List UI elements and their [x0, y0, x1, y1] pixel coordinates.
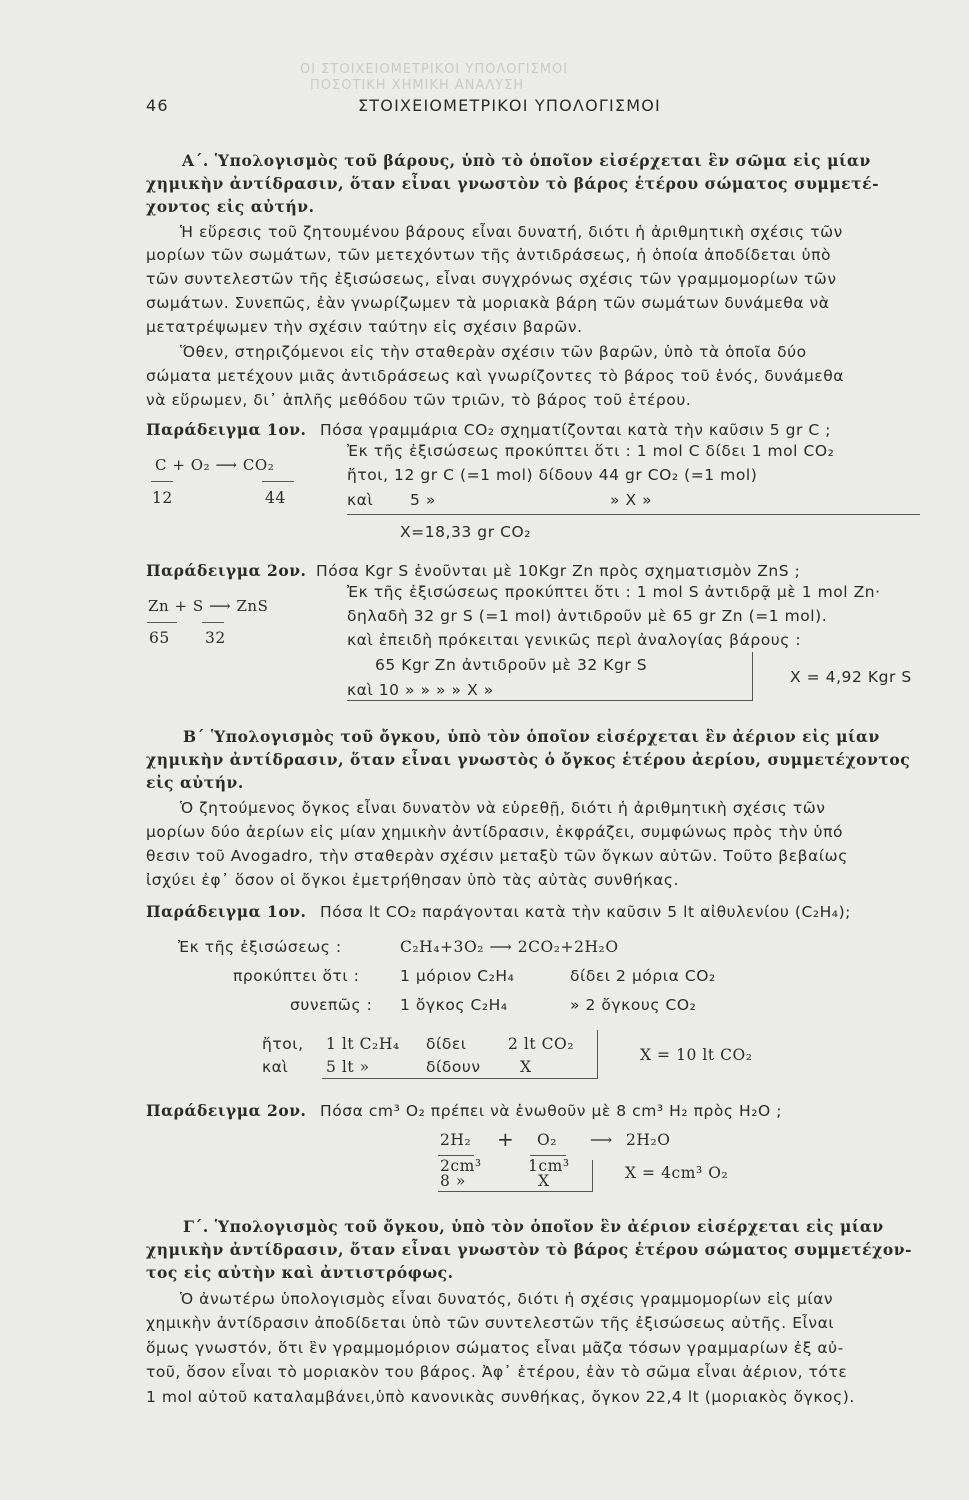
plus-sign: + [497, 1127, 515, 1151]
derivation-value: δίδει 2 μόρια CO₂ [570, 967, 716, 985]
example-question: Πόσα lt CO₂ παράγονται κατὰ τὴν καῦσιν 5 lt αἰθυλενίου (C₂H₄); [320, 903, 851, 921]
result-rule [347, 514, 920, 515]
example-line: Ἐκ τῆς ἐξισώσεως προκύπτει ὅτι : 1 mol S ἀντιδρᾷ μὲ 1 mol Zn· [347, 583, 881, 601]
paragraph-line: Ἡ εὕρεσις τοῦ ζητουμένου βάρους εἶναι δυνατή, διότι ἡ ἀριθμητικὴ σχέσις τῶν [180, 223, 843, 241]
derivation-value: 5 lt » [326, 1058, 370, 1076]
example-question: Πόσα Kgr S ἑνοῦνται μὲ 10Kgr Zn πρὸς σχηματισμὸν ZnS ; [316, 562, 801, 580]
proportion-bar [597, 1030, 598, 1079]
paragraph-line: Ὁ ἀνωτέρω ὑπολογισμὸς εἶναι δυνατός, διότι ἡ σχέσις γραμμομορίων εἰς μίαν [180, 1290, 834, 1308]
reaction-term: O₂ [537, 1131, 558, 1149]
proportion-rule [347, 700, 752, 701]
derivation-key: καὶ [262, 1058, 289, 1076]
example-label: Παράδειγμα 2ον. [146, 1101, 307, 1120]
example-line: » X » [610, 491, 653, 509]
derivation-key: ἤτοι, [262, 1035, 304, 1053]
result: X=18,33 gr CO₂ [400, 523, 531, 541]
ratio-value: 2cm³ [440, 1157, 482, 1175]
paragraph-line: σωμάτων. Συνεπῶς, ἐὰν γνωρίζωμεν τὰ μοριακὰ βάρη τῶν σωμάτων δυνάμεθα νὰ [146, 294, 830, 312]
proportion-bar [592, 1160, 593, 1192]
running-title: ΣΤΟΙΧΕΙΟΜΕΤΡΙΚΟΙ ΥΠΟΛΟΓΙΣΜΟΙ [358, 96, 661, 115]
ratio-value: 1cm³ [528, 1157, 570, 1175]
derivation-value: δίδουν [426, 1058, 481, 1076]
derivation-value: 1 lt C₂H₄ [326, 1035, 400, 1053]
equation-underline [147, 622, 177, 623]
paragraph-line: μετατρέψωμεν τὴν σχέσιν ταύτην εἰς σχέσιν βαρῶν. [146, 318, 583, 336]
reaction-term: 2H₂ [440, 1131, 472, 1149]
derivation-value: δίδει [426, 1035, 467, 1053]
derivation-value: 1 μόριον C₂H₄ [400, 967, 515, 985]
derivation-key: Ἐκ τῆς ἐξισώσεως : [178, 938, 342, 956]
result: X = 10 lt CO₂ [640, 1046, 753, 1064]
proportion-rule [438, 1191, 592, 1192]
section-b-heading: Β΄ Ὑπολογισμὸς τοῦ ὄγκου, ὑπὸ τὸν ὁποῖον εἰσέρχεται ἓν ἀέριον εἰς μίαν [183, 727, 880, 746]
equation-underline [262, 481, 294, 482]
paragraph-line: μορίων τῶν σωμάτων, τῶν μετεχόντων τῆς ἀντιδράσεως, ἡ ὁποία ἀποδίδεται ὑπὸ [146, 246, 832, 264]
molar-mass: 32 [205, 629, 226, 647]
result: X = 4cm³ O₂ [625, 1164, 729, 1182]
proportion-bar [752, 652, 753, 701]
example-line: 5 » [410, 491, 436, 509]
section-a-heading: χοντος εἰς αὐτήν. [146, 197, 315, 216]
paragraph-line: νὰ εὕρωμεν, δι᾿ ἁπλῆς μεθόδου τῶν τριῶν, τὸ βάρος τοῦ ἑτέρου. [146, 391, 692, 409]
paragraph-line: Ὅθεν, στηριζόμενοι εἰς τὴν σταθερὰν σχέσιν τῶν βαρῶν, ὑπὸ τὰ ὁποῖα δύο [180, 343, 807, 361]
paragraph-line: θεσιν τοῦ Avogadro, τὴν σταθερὰν σχέσιν μεταξὺ τῶν ὄγκων αὐτῶν. Τοῦτο βεβαίως [146, 847, 848, 865]
example-line: 65 Kgr Zn ἀντιδροῦν μὲ 32 Kgr S [375, 656, 648, 674]
equation-underline [151, 481, 173, 482]
derivation-value: 1 ὄγκος C₂H₄ [400, 996, 508, 1014]
proportion-rule [322, 1078, 597, 1079]
paragraph-line: τοῦ, ὅσον εἶναι τὸ μοριακὸν του βάρος. Ἀφ᾿ ἑτέρου, ἐὰν τὸ σῶμα εἶναι ἀέριον, τότε [146, 1363, 848, 1381]
paragraph-line: μορίων δύο ἀερίων εἰς μίαν χημικὴν ἀντίδρασιν, ἐκφράζει, συμφώνως πρὸς τὴν ὑπό [146, 823, 843, 841]
bleed-through-line2: ΠΟΣΟΤΙΚΗ ΧΗΜΙΚΗ ΑΝΑΛΥΣΗ [310, 78, 525, 93]
section-c-heading: χημικὴν ἀντίδρασιν, ὅταν εἶναι γνωστὸν τὸ βάρος ἑτέρου σώματος συμμετέχον- [146, 1240, 913, 1259]
bleed-through-line1: ΟΙ ΣΤΟΙΧΕΙΟΜΕΤΡΙΚΟΙ ΥΠΟΛΟΓΙΣΜΟΙ [300, 62, 569, 77]
example-question: Πόσα cm³ O₂ πρέπει νὰ ἑνωθοῦν μὲ 8 cm³ H₂ πρὸς H₂O ; [320, 1102, 782, 1120]
chemical-equation: C + O₂ ⟶ CO₂ [155, 456, 275, 474]
reaction-term: 2H₂O [626, 1131, 671, 1149]
ratio-value: X [538, 1172, 550, 1190]
paragraph-line: τῶν συντελεστῶν τῆς ἐξισώσεως, εἶναι συγχρόνως σχέσις τῶν γραμμομορίων τῶν [146, 270, 837, 288]
section-b-heading: χημικὴν ἀντίδρασιν, ὅταν εἶναι γνωστὸς ὁ ὄγκος ἑτέρου ἀερίου, συμμετέχοντος [146, 750, 911, 769]
equation-underline [202, 622, 224, 623]
example-line: καὶ [347, 491, 374, 509]
example-label: Παράδειγμα 1ον. [146, 902, 307, 921]
example-line: καὶ 10 » » » » X » [347, 681, 494, 699]
derivation-value: 2 lt CO₂ [508, 1035, 575, 1053]
example-line: δηλαδὴ 32 gr S (=1 mol) ἀντιδροῦν μὲ 65 gr Zn (=1 mol). [347, 607, 828, 625]
section-b-heading: εἰς αὐτήν. [146, 773, 244, 792]
chemical-equation: Zn + S ⟶ ZnS [148, 597, 269, 615]
result: X = 4,92 Kgr S [790, 668, 912, 686]
example-question: Πόσα γραμμάρια CO₂ σχηματίζονται κατὰ τὴν καῦσιν 5 gr C ; [320, 421, 832, 439]
paragraph-line: Ὁ ζητούμενος ὄγκος εἶναι δυνατὸν νὰ εὑρεθῇ, διότι ἡ ἀριθμητικὴ σχέσις τῶν [180, 799, 826, 817]
section-c-heading: τος εἰς αὐτὴν καὶ ἀντιστρόφως. [146, 1263, 454, 1282]
paragraph-line: 1 mol αὐτοῦ καταλαμβάνει,ὑπὸ κανονικὰς συνθήκας, ὄγκον 22,4 lt (μοριακὸς ὄγκος). [146, 1388, 855, 1406]
paragraph-line: ὅμως γνωστόν, ὅτι ἓν γραμμομόριον σώματος εἶναι μᾶζα τόσων γραμμαρίων ἐξ αὐ- [146, 1339, 844, 1357]
molar-mass: 65 [149, 629, 170, 647]
chemical-equation: C₂H₄+3O₂ ⟶ 2CO₂+2H₂O [400, 938, 619, 956]
paragraph-line: ἰσχύει ἐφ᾿ ὅσον οἱ ὄγκοι ἐμετρήθησαν ὑπὸ τὰς αὐτὰς συνθήκας. [146, 871, 680, 889]
example-label: Παράδειγμα 2ον. [146, 561, 307, 580]
derivation-value: » 2 ὄγκους CO₂ [570, 996, 697, 1014]
derivation-key: συνεπῶς : [290, 996, 373, 1014]
example-line: Ἐκ τῆς ἐξισώσεως προκύπτει ὅτι : 1 mol C δίδει 1 mol CO₂ [347, 442, 835, 460]
paragraph-line: χημικὴν ἀντίδρασιν ἀποδίδεται ὑπὸ τῶν συντελεστῶν τῆς ἐξισώσεως αὐτῆς. Εἶναι [146, 1314, 835, 1332]
section-a-heading: χημικὴν ἀντίδρασιν, ὅταν εἶναι γνωστὸν τὸ βάρος ἑτέρου σώματος συμμετέ- [146, 174, 880, 193]
paragraph-line: σώματα μετέχουν μιᾶς ἀντιδράσεως καὶ γνωρίζοντες τὸ βάρος τοῦ ἑνός, δυνάμεθα [146, 367, 845, 385]
ratio-value: 8 » [440, 1172, 466, 1190]
example-line: καὶ ἐπειδὴ πρόκειται γενικῶς περὶ ἀναλογίας βάρους : [347, 631, 802, 649]
section-c-heading: Γ΄. Ὑπολογισμὸς τοῦ ὄγκου, ὑπὸ τὸν ὁποῖον ἓν ἀέριον εἰσέρχεται εἰς μίαν [183, 1217, 884, 1236]
example-label: Παράδειγμα 1ον. [146, 420, 307, 439]
page-number: 46 [146, 96, 169, 115]
molar-mass: 44 [265, 489, 286, 507]
example-line: ἤτοι, 12 gr C (=1 mol) δίδουν 44 gr CO₂ (=1 mol) [347, 466, 758, 484]
derivation-key: προκύπτει ὅτι : [233, 967, 360, 985]
section-a-heading: Α΄. Ὑπολογισμὸς τοῦ βάρους, ὑπὸ τὸ ὁποῖον εἰσέρχεται ἓν σῶμα εἰς μίαν [182, 151, 871, 170]
reaction-arrow: ⟶ [590, 1131, 613, 1149]
molar-mass: 12 [152, 489, 173, 507]
derivation-value: X [520, 1058, 532, 1076]
